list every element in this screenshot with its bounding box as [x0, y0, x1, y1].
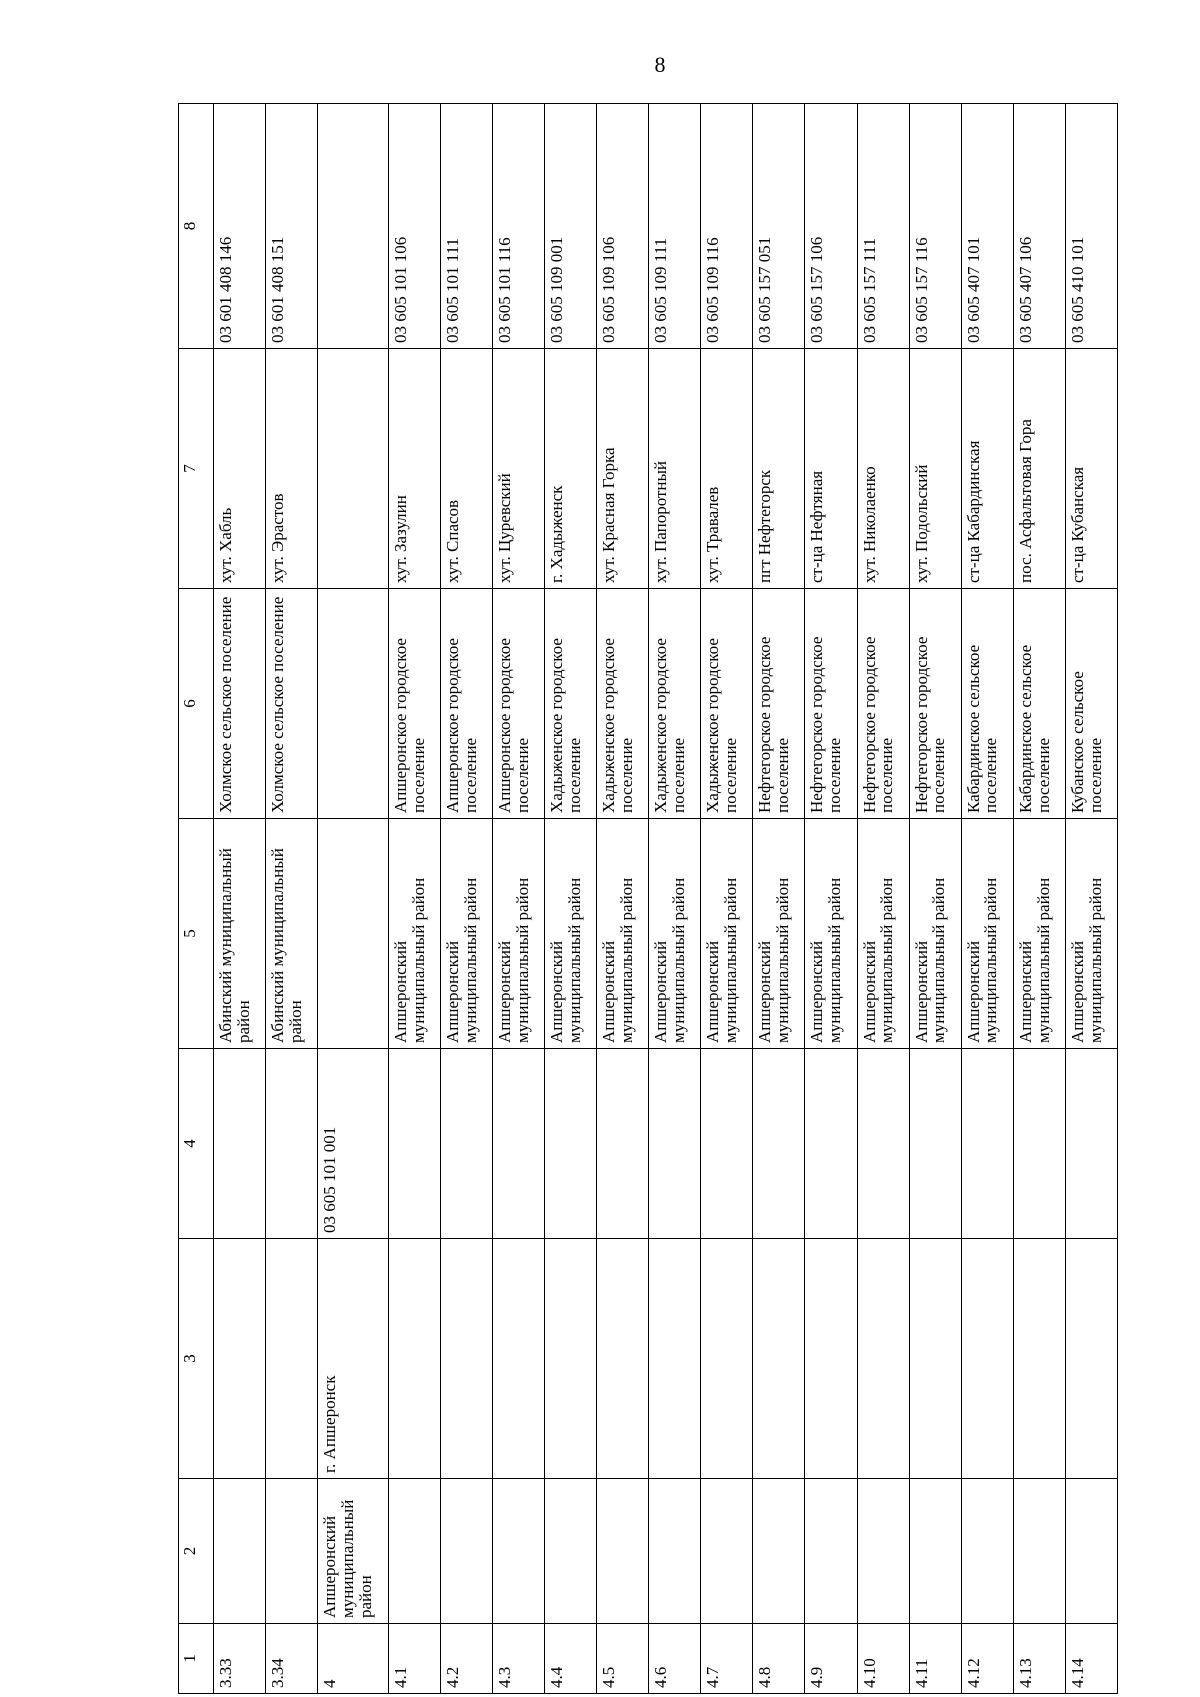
registry-table-wrapper	[178, 104, 1118, 1694]
cell-col-1: 4.8	[753, 1624, 805, 1694]
cell-col-3	[1065, 1239, 1117, 1479]
table-row	[1065, 104, 1117, 1694]
column-header-6: 6	[179, 589, 214, 819]
cell-col-1: 4.1	[388, 1624, 440, 1694]
cell-col-4: 03 605 101 001	[318, 1049, 389, 1239]
cell-col-4	[909, 1049, 961, 1239]
cell-col-7: пгт Нефтегорск	[753, 349, 805, 589]
cell-col-6: Холмское сельское поселение	[214, 589, 266, 819]
table-row	[805, 104, 857, 1694]
cell-col-4	[493, 1049, 545, 1239]
cell-col-5: Апшеронский муниципальный район	[545, 819, 597, 1049]
cell-col-3	[701, 1239, 753, 1479]
cell-col-2	[1013, 1479, 1065, 1624]
cell-col-3	[805, 1239, 857, 1479]
cell-col-8: 03 605 157 051	[753, 104, 805, 349]
column-header-3: 3	[179, 1239, 214, 1479]
cell-col-3	[1013, 1239, 1065, 1479]
cell-col-6: Хадыженское городское поселение	[597, 589, 649, 819]
cell-col-8: 03 601 408 146	[214, 104, 266, 349]
cell-col-5: Апшеронский муниципальный район	[1013, 819, 1065, 1049]
cell-col-8: 03 605 109 001	[545, 104, 597, 349]
cell-col-4	[388, 1049, 440, 1239]
cell-col-1: 3.33	[214, 1624, 266, 1694]
table-row	[266, 104, 318, 1694]
table-row	[597, 104, 649, 1694]
table-row	[753, 104, 805, 1694]
cell-col-8: 03 605 410 101	[1065, 104, 1117, 349]
cell-col-7	[318, 349, 389, 589]
cell-col-7: хут. Спасов	[441, 349, 493, 589]
cell-col-6: Нефтегорское городское поселение	[753, 589, 805, 819]
cell-col-1: 3.34	[266, 1624, 318, 1694]
cell-col-7: ст-ца Кубанская	[1065, 349, 1117, 589]
cell-col-3	[597, 1239, 649, 1479]
cell-col-8: 03 605 407 101	[961, 104, 1013, 349]
cell-col-7: пос. Асфальтовая Гора	[1013, 349, 1065, 589]
cell-col-7: хут. Николаенко	[857, 349, 909, 589]
page-number: 8	[654, 52, 666, 77]
cell-col-3	[388, 1239, 440, 1479]
table-row	[961, 104, 1013, 1694]
cell-col-6: Кабардинское сельское поселение	[961, 589, 1013, 819]
cell-col-7: хут. Травалев	[701, 349, 753, 589]
table-row	[441, 104, 493, 1694]
cell-col-4	[545, 1049, 597, 1239]
cell-col-6: Апшеронское городское поселение	[441, 589, 493, 819]
cell-col-2	[805, 1479, 857, 1624]
cell-col-7: г. Хадыженск	[545, 349, 597, 589]
cell-col-7: хут. Цуревский	[493, 349, 545, 589]
cell-col-5: Апшеронский муниципальный район	[857, 819, 909, 1049]
cell-col-8: 03 605 407 106	[1013, 104, 1065, 349]
table-row	[545, 104, 597, 1694]
cell-col-2	[961, 1479, 1013, 1624]
column-header-5: 5	[179, 819, 214, 1049]
cell-col-5: Апшеронский муниципальный район	[388, 819, 440, 1049]
cell-col-6: Холмское сельское поселение	[266, 589, 318, 819]
cell-col-2	[649, 1479, 701, 1624]
table-row	[649, 104, 701, 1694]
table-row	[701, 104, 753, 1694]
table-row	[857, 104, 909, 1694]
cell-col-4	[961, 1049, 1013, 1239]
cell-col-6: Нефтегорское городское поселение	[857, 589, 909, 819]
cell-col-8: 03 605 109 111	[649, 104, 701, 349]
cell-col-2	[388, 1479, 440, 1624]
column-header-4: 4	[179, 1049, 214, 1239]
cell-col-3	[545, 1239, 597, 1479]
cell-col-1: 4.7	[701, 1624, 753, 1694]
cell-col-5: Апшеронский муниципальный район	[961, 819, 1013, 1049]
cell-col-4	[805, 1049, 857, 1239]
column-header-1: 1	[179, 1624, 214, 1694]
cell-col-5: Апшеронский муниципальный район	[753, 819, 805, 1049]
cell-col-4	[701, 1049, 753, 1239]
cell-col-2	[753, 1479, 805, 1624]
cell-col-3	[441, 1239, 493, 1479]
cell-col-3	[857, 1239, 909, 1479]
cell-col-6: Хадыженское городское поселение	[701, 589, 753, 819]
table-row	[318, 104, 389, 1694]
cell-col-2	[857, 1479, 909, 1624]
cell-col-4	[266, 1049, 318, 1239]
cell-col-8: 03 605 109 116	[701, 104, 753, 349]
table-row	[388, 104, 440, 1694]
cell-col-5: Апшеронский муниципальный район	[649, 819, 701, 1049]
registry-table	[178, 103, 1118, 1694]
cell-col-6: Кабардинское сельское поселение	[1013, 589, 1065, 819]
cell-col-1: 4.13	[1013, 1624, 1065, 1694]
cell-col-5: Апшеронский муниципальный район	[441, 819, 493, 1049]
table-row	[1013, 104, 1065, 1694]
cell-col-2: Апшеронский муниципальный район	[318, 1479, 389, 1624]
cell-col-2	[1065, 1479, 1117, 1624]
cell-col-1: 4.3	[493, 1624, 545, 1694]
cell-col-3	[214, 1239, 266, 1479]
cell-col-5: Абинский муниципальный район	[214, 819, 266, 1049]
cell-col-3	[909, 1239, 961, 1479]
cell-col-8: 03 605 157 106	[805, 104, 857, 349]
column-header-7: 7	[179, 349, 214, 589]
cell-col-5: Апшеронский муниципальный район	[1065, 819, 1117, 1049]
cell-col-3	[961, 1239, 1013, 1479]
cell-col-8: 03 605 101 116	[493, 104, 545, 349]
column-header-2: 2	[179, 1479, 214, 1624]
cell-col-4	[649, 1049, 701, 1239]
cell-col-1: 4.6	[649, 1624, 701, 1694]
cell-col-5: Апшеронский муниципальный район	[909, 819, 961, 1049]
cell-col-8: 03 605 109 106	[597, 104, 649, 349]
cell-col-4	[1013, 1049, 1065, 1239]
cell-col-1: 4.11	[909, 1624, 961, 1694]
cell-col-2	[266, 1479, 318, 1624]
cell-col-7: хут. Зазулин	[388, 349, 440, 589]
cell-col-8: 03 605 101 111	[441, 104, 493, 349]
cell-col-2	[214, 1479, 266, 1624]
cell-col-4	[753, 1049, 805, 1239]
cell-col-8: 03 601 408 151	[266, 104, 318, 349]
cell-col-8	[318, 104, 389, 349]
column-header-8: 8	[179, 104, 214, 349]
cell-col-1: 4.9	[805, 1624, 857, 1694]
cell-col-8: 03 605 157 116	[909, 104, 961, 349]
cell-col-4	[857, 1049, 909, 1239]
cell-col-5: Апшеронский муниципальный район	[701, 819, 753, 1049]
cell-col-6: Хадыженское городское поселение	[649, 589, 701, 819]
cell-col-1: 4.12	[961, 1624, 1013, 1694]
cell-col-2	[701, 1479, 753, 1624]
cell-col-6: Хадыженское городское поселение	[545, 589, 597, 819]
cell-col-5: Апшеронский муниципальный район	[597, 819, 649, 1049]
cell-col-7: хут. Папоротный	[649, 349, 701, 589]
cell-col-8: 03 605 101 106	[388, 104, 440, 349]
cell-col-1: 4.4	[545, 1624, 597, 1694]
cell-col-2	[909, 1479, 961, 1624]
cell-col-6: Апшеронское городское поселение	[493, 589, 545, 819]
cell-col-2	[493, 1479, 545, 1624]
cell-col-1: 4.2	[441, 1624, 493, 1694]
cell-col-1: 4.14	[1065, 1624, 1117, 1694]
cell-col-8: 03 605 157 111	[857, 104, 909, 349]
cell-col-5: Апшеронский муниципальный район	[493, 819, 545, 1049]
cell-col-7: хут. Эрастов	[266, 349, 318, 589]
cell-col-6: Кубанское сельское поселение	[1065, 589, 1117, 819]
cell-col-2	[545, 1479, 597, 1624]
cell-col-6: Нефтегорское городское поселение	[909, 589, 961, 819]
cell-col-4	[441, 1049, 493, 1239]
cell-col-1: 4	[318, 1624, 389, 1694]
cell-col-6: Нефтегорское городское поселение	[805, 589, 857, 819]
cell-col-5: Апшеронский муниципальный район	[805, 819, 857, 1049]
table-body	[214, 104, 1118, 1694]
cell-col-5: Абинский муниципальный район	[266, 819, 318, 1049]
cell-col-7: хут. Подольский	[909, 349, 961, 589]
table-row	[909, 104, 961, 1694]
cell-col-1: 4.10	[857, 1624, 909, 1694]
cell-col-3	[266, 1239, 318, 1479]
header-row	[179, 104, 214, 1694]
cell-col-4	[214, 1049, 266, 1239]
cell-col-3: г. Апшеронск	[318, 1239, 389, 1479]
cell-col-4	[597, 1049, 649, 1239]
cell-col-5	[318, 819, 389, 1049]
cell-col-7: хут. Хабль	[214, 349, 266, 589]
cell-col-1: 4.5	[597, 1624, 649, 1694]
cell-col-7: ст-ца Нефтяная	[805, 349, 857, 589]
cell-col-3	[649, 1239, 701, 1479]
table-row	[493, 104, 545, 1694]
cell-col-7: ст-ца Кабардинская	[961, 349, 1013, 589]
cell-col-6: Апшеронское городское поселение	[388, 589, 440, 819]
cell-col-7: хут. Красная Горка	[597, 349, 649, 589]
cell-col-2	[441, 1479, 493, 1624]
cell-col-3	[753, 1239, 805, 1479]
cell-col-2	[597, 1479, 649, 1624]
cell-col-6	[318, 589, 389, 819]
cell-col-4	[1065, 1049, 1117, 1239]
table-row	[214, 104, 266, 1694]
cell-col-3	[493, 1239, 545, 1479]
